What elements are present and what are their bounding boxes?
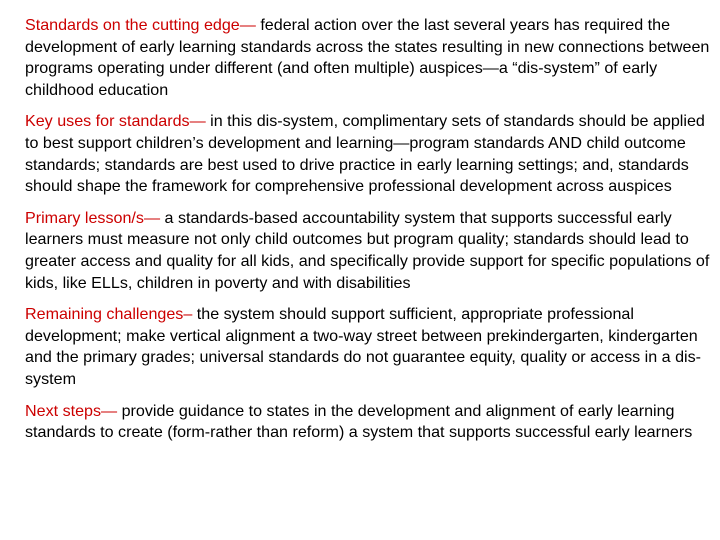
paragraph-key-uses <box>25 111 715 197</box>
text-block <box>25 15 715 454</box>
paragraph-primary-lessons <box>25 208 715 294</box>
paragraph-heading: Standards on the cutting edge— <box>25 16 256 34</box>
paragraph-heading: Primary lesson/s— <box>25 208 161 227</box>
paragraph-heading: Next steps— <box>25 401 118 420</box>
paragraph-body: provide guidance to states in the development and alignment of early learning standards to create (form-rather than reform) a system that supports successful early learners <box>25 401 693 442</box>
paragraph-body: in this dis-system, complimentary sets of standards should be applied to best support children’s development and learning—program standards AND child outcome standards; standards are best used to drive practice in early learning settings; and, standards should shape the framework for comprehensive professional development across auspices <box>25 112 705 196</box>
paragraph-heading: Remaining challenges– <box>25 305 193 324</box>
paragraph-cutting-edge <box>25 15 715 101</box>
paragraph-body: a standards-based accountability system that supports successful early learners must measure not only child outcomes but program quality; standards should lead to greater access and quality for all kids, and specifically provide support for specific populations of kids, like ELLs, children in poverty and with disabilities <box>25 208 710 292</box>
paragraph-body: the system should support sufficient, appropriate professional development; make vertical alignment a two-way street between prekindergarten, kindergarten and the primary grades; universal standards do not guarantee equity, quality or access in a dis-system <box>25 305 702 388</box>
paragraph-next-steps <box>25 401 715 444</box>
paragraph-body: federal action over the last several years has required the development of early learning standards across the states resulting in new connections between programs operating under different (and often multiple) auspices—a “dis-system” of early childhood education <box>25 16 710 99</box>
paragraph-remaining-challenges <box>25 304 715 390</box>
paragraph-heading: Key uses for standards— <box>25 112 206 131</box>
